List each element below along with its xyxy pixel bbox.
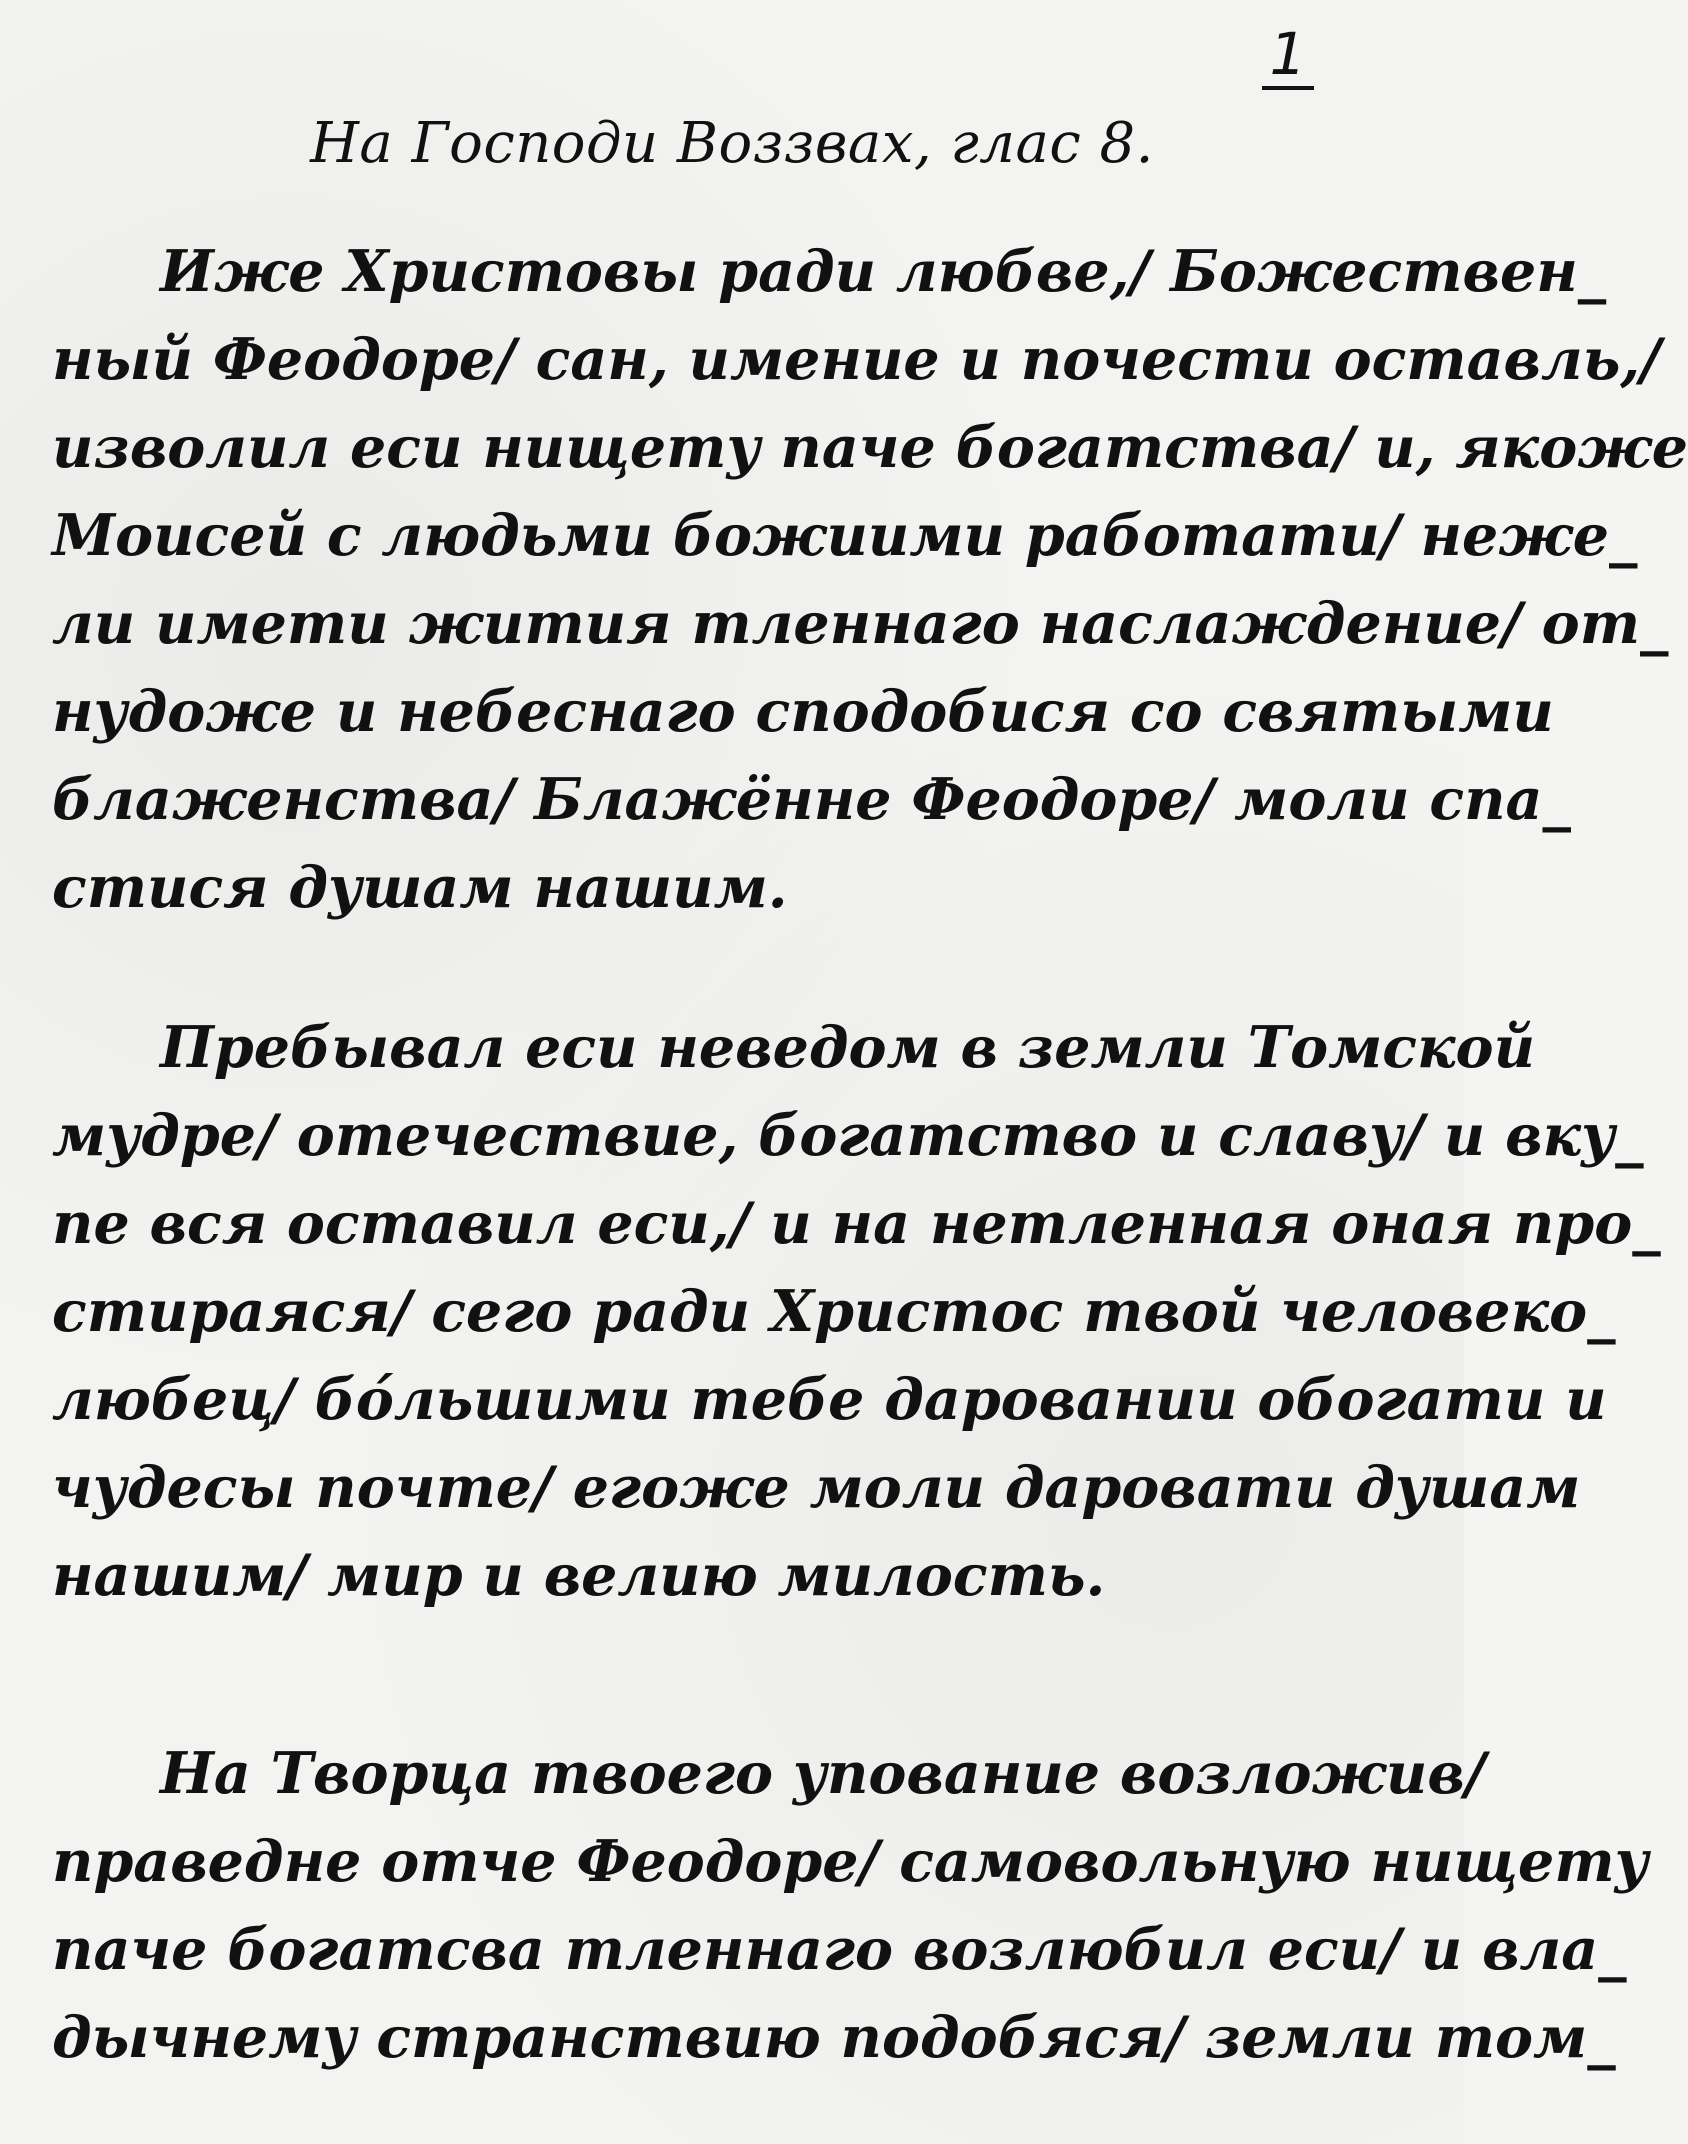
verse-line: чудесы почте/ егоже моли даровати душам bbox=[52, 1454, 1581, 1521]
verse-line: пе вся оставил еси,/ и на нетленная оная про_ bbox=[52, 1190, 1661, 1257]
verse-line: изволил еси нищету паче богатства/ и, якоже bbox=[52, 414, 1688, 481]
verse-line: праведне отче Феодоре/ самовольную нищету bbox=[52, 1828, 1649, 1895]
verse-stichera-1 bbox=[52, 228, 1688, 932]
hymn-heading: На Господи Воззвах, глас 8. bbox=[310, 111, 1154, 176]
verse-line: любец/ бо́льшими тебе даровании обогати и bbox=[52, 1366, 1607, 1433]
verse-line: нашим/ мир и велию милость. bbox=[52, 1542, 1106, 1609]
verse-stichera-3 bbox=[52, 1730, 1649, 2082]
verse-line: Моисей с людьми божиими работати/ неже_ bbox=[52, 502, 1638, 569]
verse-line: блаженства/ Блажённе Феодоре/ моли спа_ bbox=[52, 766, 1571, 833]
verse-line: стираяся/ сего ради Христос твой человеко_ bbox=[52, 1278, 1616, 1345]
verse-line: На Творца твоего упование возложив/ bbox=[160, 1740, 1486, 1807]
verse-line: Иже Христовы ради любве,/ Божествен_ bbox=[160, 238, 1607, 305]
verse-line: нудоже и небеснаго сподобися со святыми bbox=[52, 678, 1554, 745]
page-number: 1 bbox=[1262, 22, 1314, 90]
verse-stichera-2 bbox=[52, 1004, 1661, 1620]
verse-line: стися душам нашим. bbox=[52, 854, 788, 921]
verse-line: Пребывал еси неведом в земли Томской bbox=[160, 1014, 1536, 1081]
verse-line: ный Феодоре/ сан, имение и почести оставль,/ bbox=[52, 326, 1661, 393]
verse-line: мудре/ отечествие, богатство и славу/ и вку_ bbox=[52, 1102, 1644, 1169]
verse-line: паче богатсва тленнаго возлюбил еси/ и вла_ bbox=[52, 1916, 1627, 1983]
verse-line: дычнему странствию подобяся/ земли том_ bbox=[52, 2004, 1616, 2071]
verse-line: ли имети жития тленнаго наслаждение/ от_ bbox=[52, 590, 1669, 657]
